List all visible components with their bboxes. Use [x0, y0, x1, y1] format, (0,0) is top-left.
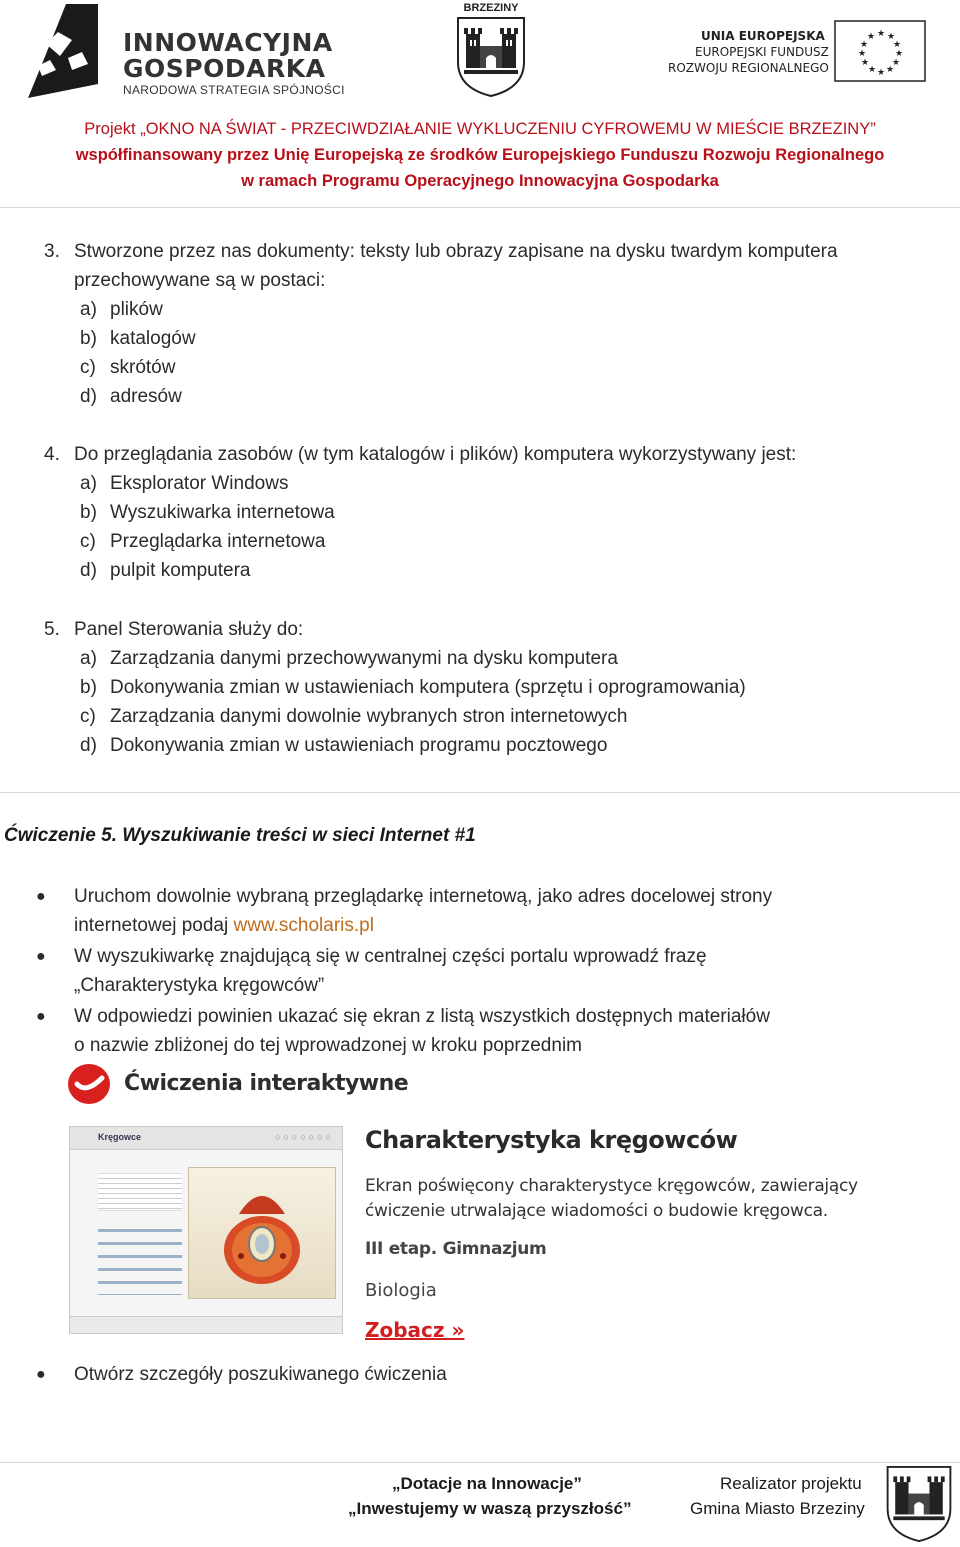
interactive-exercises-heading: Ćwiczenia interaktywne — [124, 1071, 409, 1096]
question-text: Do przeglądania zasobów (w tym katalogów i plików) komputera wykorzystywany jest: — [74, 444, 797, 465]
svg-text:★: ★ — [877, 68, 886, 78]
list-item — [36, 1360, 916, 1389]
option-text: Eksplorator Windows — [110, 473, 289, 494]
question-number: 5. — [44, 619, 60, 640]
list-item — [36, 1002, 916, 1060]
option-letter: b) — [80, 328, 97, 349]
header-divider — [0, 207, 960, 208]
list-item-text — [74, 1002, 894, 1060]
thumbnail-title: Kręgowce — [98, 1132, 142, 1142]
svg-text:★: ★ — [895, 49, 904, 59]
bullet-icon: ● — [36, 1008, 46, 1025]
thumbnail-sidebar — [98, 1173, 182, 1303]
scholaris-link[interactable]: www.scholaris.pl — [233, 915, 374, 936]
option-item — [80, 295, 196, 324]
list-item-text — [74, 942, 894, 1000]
ig-logo-line2: GOSPODARKA — [123, 54, 326, 83]
eu-line1: UNIA EUROPEJSKA — [701, 29, 825, 43]
exercise-name: Wyszukiwanie treści w sieci Internet #1 — [117, 825, 476, 846]
option-item — [80, 702, 746, 731]
list-item — [36, 942, 916, 1000]
eu-flag-icon — [834, 20, 926, 82]
list-item-line: Uruchom dowolnie wybraną przeglądarkę internetową, jako adres docelowej strony — [74, 886, 773, 907]
option-item — [80, 469, 335, 498]
ig-logo-line1: INNOWACYJNA — [123, 28, 333, 57]
option-letter: b) — [80, 502, 97, 523]
result-title[interactable]: Charakterystyka kręgowców — [365, 1126, 738, 1154]
ig-logo — [28, 4, 358, 98]
footer-divider — [0, 1462, 960, 1463]
question-text-line: Stworzone przez nas dokumenty: teksty lub obrazy zapisane na dysku twardym komputera — [74, 241, 838, 262]
option-text: plików — [110, 299, 163, 320]
option-item — [80, 556, 335, 585]
result-level: III etap. Gimnazjum — [365, 1239, 547, 1259]
bullet-icon: ● — [36, 1366, 46, 1383]
footer-realizer-1: Realizator projektu — [720, 1474, 862, 1493]
city-crest-icon — [456, 16, 526, 98]
thumbnail-stage — [188, 1167, 336, 1299]
option-text: katalogów — [110, 328, 196, 349]
svg-text:★: ★ — [868, 65, 877, 75]
svg-text:★: ★ — [861, 58, 870, 68]
thumbnail-toolbar — [70, 1127, 342, 1150]
list-item — [36, 882, 916, 940]
footer-slogan-2: „Inwestujemy w waszą przyszłość” — [348, 1499, 632, 1518]
city-crest — [452, 2, 530, 98]
result-description-line: Ekran poświęcony charakterystyce kręgowców, zawierający — [365, 1176, 858, 1196]
option-letter: d) — [80, 735, 97, 756]
option-item — [80, 353, 196, 382]
ig-logo-subtitle: NARODOWA STRATEGIA SPÓJNOŚCI — [123, 83, 345, 97]
svg-text:★: ★ — [886, 65, 895, 75]
program-line: w ramach Programu Operacyjnego Innowacyjna Gospodarka — [241, 172, 719, 190]
svg-text:★: ★ — [858, 49, 867, 59]
question-text — [74, 237, 954, 295]
cofinance-line: współfinansowany przez Unię Europejską ze środków Europejskiego Funduszu Rozwoju Regionalnego — [75, 146, 885, 164]
bullet-icon: ● — [36, 888, 46, 905]
footer-slogan-1: „Dotacje na Innowacje” — [392, 1474, 582, 1493]
option-item — [80, 527, 335, 556]
list-item-text — [74, 882, 894, 940]
option-letter: a) — [80, 299, 97, 320]
svg-text:★: ★ — [893, 40, 902, 50]
vertebra-illustration-icon — [189, 1168, 335, 1298]
option-letter: d) — [80, 560, 97, 581]
option-text: pulpit komputera — [110, 560, 251, 581]
eu-line3: ROZWOJU REGIONALNEGO — [668, 61, 829, 75]
svg-text:★: ★ — [887, 32, 896, 42]
bullet-icon: ● — [36, 948, 46, 965]
option-item — [80, 673, 746, 702]
list-item-text: Otwórz szczegóły poszukiwanego ćwiczenia — [74, 1364, 447, 1385]
option-letter: c) — [80, 706, 96, 727]
exercise-title — [4, 825, 476, 847]
option-text: Dokonywania zmian w ustawieniach programu pocztowego — [110, 735, 608, 756]
see-more-link[interactable]: Zobacz » — [365, 1318, 465, 1342]
option-item — [80, 644, 746, 673]
list-item-line: „Charakterystyka kręgowców” — [74, 975, 325, 996]
thumbnail-toolbar-icons: ○○○○○○○ — [274, 1132, 334, 1142]
option-text: Przeglądarka internetowa — [110, 531, 326, 552]
list-item-line: W wyszukiwarkę znajdującą się w centralnej części portalu wprowadź frazę — [74, 946, 707, 967]
options-list — [80, 295, 196, 411]
option-letter: a) — [80, 473, 97, 494]
option-letter: b) — [80, 677, 97, 698]
option-item — [80, 382, 196, 411]
option-letter: c) — [80, 357, 96, 378]
svg-text:★: ★ — [877, 29, 886, 39]
question-number: 4. — [44, 444, 60, 465]
list-item-line: o nazwie zbliżonej do tej wprowadzonej w kroku poprzednim — [74, 1035, 582, 1056]
options-list — [80, 469, 335, 585]
option-letter: a) — [80, 648, 97, 669]
svg-text:★: ★ — [892, 58, 901, 68]
option-letter: d) — [80, 386, 97, 407]
thumbnail-statusbar — [70, 1316, 342, 1333]
option-item — [80, 498, 335, 527]
option-text: skrótów — [110, 357, 176, 378]
list-item-line: internetowej podaj — [74, 915, 234, 936]
option-text: Wyszukiwarka internetowa — [110, 502, 335, 523]
option-text: Dokonywania zmian w ustawieniach komputera (sprzętu i oprogramowania) — [110, 677, 746, 698]
city-crest-label: BRZEZINY — [463, 2, 519, 14]
svg-text:★: ★ — [867, 32, 876, 42]
interactive-exercises-logo-icon — [68, 1064, 110, 1104]
footer-crest-icon — [884, 1465, 954, 1543]
list-item-line: W odpowiedzi powinien ukazać się ekran z listą wszystkich dostępnych materiałów — [74, 1006, 770, 1027]
exercise-thumbnail[interactable] — [69, 1126, 343, 1334]
option-item — [80, 324, 196, 353]
option-text: Zarządzania danymi dowolnie wybranych stron internetowych — [110, 706, 628, 727]
eu-line2: EUROPEJSKI FUNDUSZ — [695, 45, 829, 59]
options-list — [80, 644, 746, 760]
project-line: Projekt „OKNO NA ŚWIAT - PRZECIWDZIAŁANIE WYKLUCZENIU CYFROWEMU W MIEŚCIE BRZEZINY” — [84, 120, 876, 138]
result-description-line: ćwiczenie utrwalające wiadomości o budowie kręgowca. — [365, 1201, 828, 1221]
question-number: 3. — [44, 241, 60, 262]
svg-text:★: ★ — [860, 40, 869, 50]
question-text: Panel Sterowania służy do: — [74, 619, 304, 640]
result-subject: Biologia — [365, 1280, 437, 1301]
exercise-number: Ćwiczenie 5. — [4, 825, 117, 846]
footer-realizer-2: Gmina Miasto Brzeziny — [690, 1499, 865, 1518]
option-text: adresów — [110, 386, 182, 407]
question-text-line: przechowywane są w postaci: — [74, 270, 326, 291]
option-text: Zarządzania danymi przechowywanymi na dysku komputera — [110, 648, 618, 669]
ig-logo-icon — [28, 4, 108, 98]
option-letter: c) — [80, 531, 96, 552]
option-item — [80, 731, 746, 760]
result-description — [365, 1174, 905, 1224]
eu-logo — [668, 28, 930, 90]
section-divider — [0, 792, 960, 793]
